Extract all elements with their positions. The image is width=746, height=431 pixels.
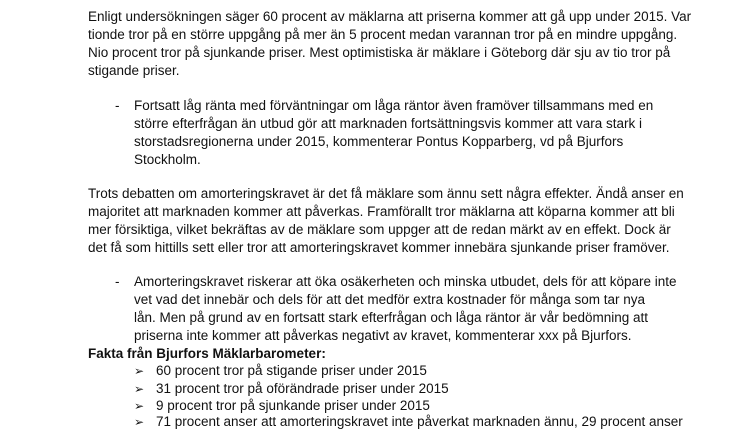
quote-2-line-1: Amorteringskravet riskerar att öka osäkerheten och minska utbudet, dels för att köpare inte — [134, 274, 677, 289]
quote-1-line-1: Fortsatt låg ränta med förväntningar om låga räntor även framöver tillsammans med en — [134, 98, 654, 113]
paragraph-2-line-1: Trots debatten om amorteringskravet är det få mäklare som ännu sett några effekter. Ändå anser en — [88, 186, 684, 201]
arrow-bullet-icon: ➢ — [134, 415, 145, 429]
paragraph-1-line-2: tionde tror på en större uppgång på mer än 5 procent medan varannan tror på en mindre uppgång. — [88, 27, 678, 42]
quote-1-bullet: - — [115, 98, 120, 113]
paragraph-1-line-1: Enligt undersökningen säger 60 procent av mäklarna att priserna kommer att gå upp under 2015. Var — [88, 9, 692, 24]
paragraph-2-line-3: mer försiktiga, vilket bekräftas av de mäklare som uppger att de redan märkt av en effekt. Dock är — [88, 222, 671, 237]
quote-2-line-2: vet vad det innebär och dels för att det medför extra kostnader för många som tar nya — [134, 292, 646, 307]
quote-1-line-4: Stockholm. — [134, 152, 201, 167]
arrow-bullet-icon: ➢ — [134, 364, 145, 378]
arrow-bullet-icon: ➢ — [134, 382, 145, 396]
fact-item-text: 71 procent anser att amorteringskravet inte påverkat marknaden ännu, 29 procent anser — [156, 414, 683, 429]
quote-1-line-2: större efterfrågan än utbud gör att marknaden fortsättningsvis kommer att vara stark i — [134, 116, 642, 131]
quote-2-line-3: lån. Men på grund av en fortsatt stark efterfrågan och låga räntor är vår bedömning att — [134, 310, 649, 325]
arrow-bullet-icon: ➢ — [134, 399, 145, 413]
paragraph-2-line-2: majoritet att marknaden kommer att påverkas. Framförallt tror mäklarna att köparna kommer att bli — [88, 204, 675, 219]
fact-item-text: 31 procent tror på oförändrade priser under 2015 — [156, 381, 449, 396]
paragraph-1-line-3: Nio procent tror på sjunkande priser. Mest optimistiska är mäklare i Göteborg där sju av tio tror på — [88, 45, 671, 60]
quote-2-line-4: priserna inte kommer att påverkas negativt av kravet, kommenterar xxx på Bjurfors. — [134, 328, 632, 343]
fact-item-text: 60 procent tror på stigande priser under 2015 — [156, 363, 427, 378]
paragraph-1-line-4: stigande priser. — [88, 63, 180, 78]
quote-1-line-3: storstadsregionerna under 2015, kommenterar Pontus Kopparberg, vd på Bjurfors — [134, 134, 624, 149]
facts-heading: Fakta från Bjurfors Mäklarbarometer: — [88, 346, 326, 361]
quote-2-bullet: - — [115, 274, 120, 289]
paragraph-2-line-4: det få som hittills sett eller tror att amorteringskravet kommer innebära sjunkande priser framöver. — [88, 240, 670, 255]
fact-item-text: 9 procent tror på sjunkande priser under 2015 — [156, 398, 430, 413]
